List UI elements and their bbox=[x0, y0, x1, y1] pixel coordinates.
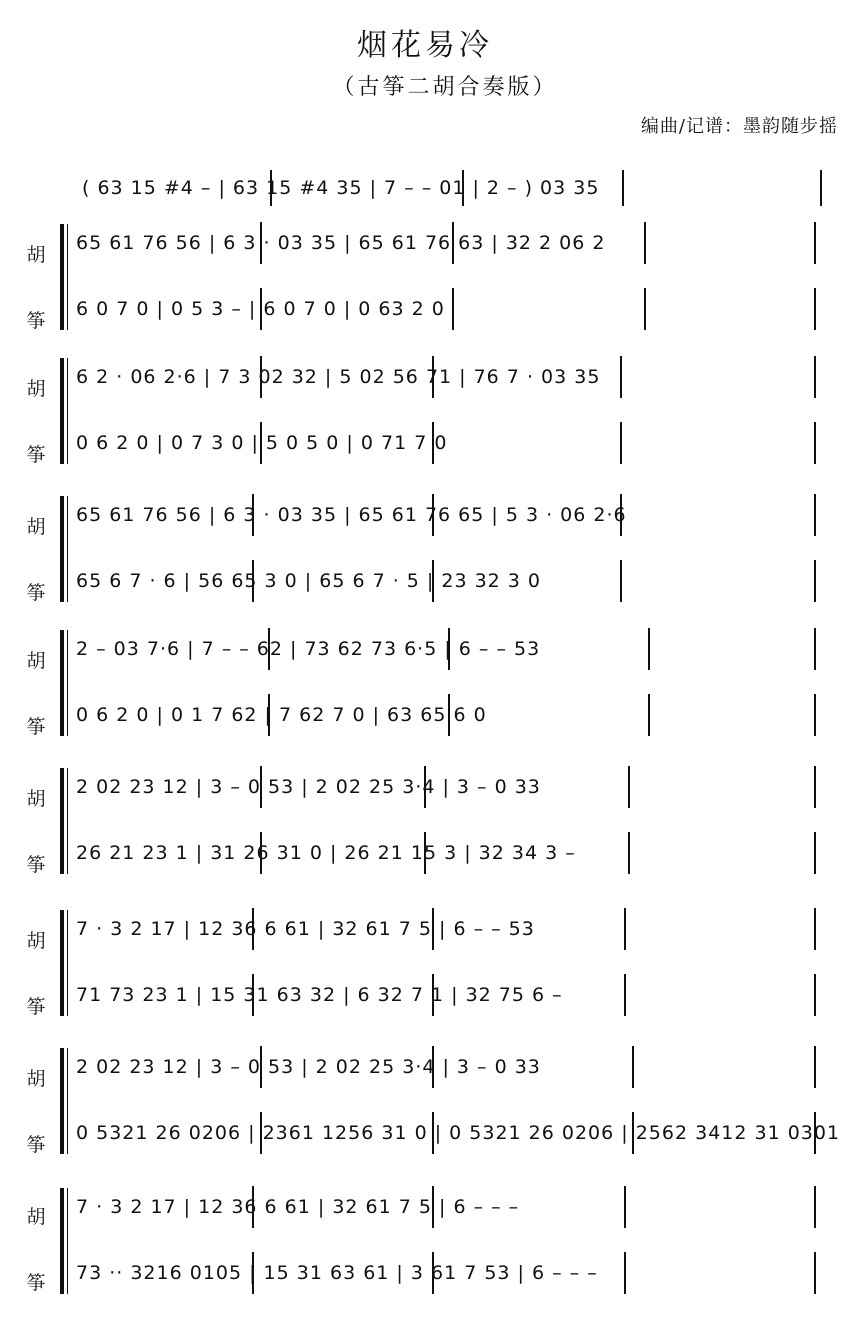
barline bbox=[260, 832, 262, 874]
zheng-notes: 65 6 7 · 6 | 56 65 3 0 | 65 6 7 · 5 | 23 32 3 0 bbox=[76, 570, 542, 592]
system-bracket-line bbox=[67, 630, 68, 736]
system-bracket-line bbox=[67, 910, 68, 1016]
erhu-staff bbox=[76, 356, 816, 398]
system-bracket-line bbox=[67, 1188, 68, 1294]
barline bbox=[424, 766, 426, 808]
zheng-notes: 26 21 23 1 | 31 26 31 0 | 26 21 15 3 | 32 34 3 – bbox=[76, 842, 576, 864]
zheng-label: 筝 bbox=[26, 310, 46, 332]
erhu-label: 胡 bbox=[26, 930, 46, 952]
barline bbox=[814, 222, 816, 264]
barline bbox=[252, 974, 254, 1016]
barline bbox=[814, 288, 816, 330]
erhu-staff bbox=[76, 1186, 816, 1228]
erhu-notes: 6 2 · 06 2·6 | 7 3 02 32 | 5 02 56 71 | 76 7 · 03 35 bbox=[76, 366, 601, 388]
erhu-notes: 65 61 76 56 | 6 3 · 03 35 | 65 61 76 63 | 32 2 06 2 bbox=[76, 232, 606, 254]
barline bbox=[814, 908, 816, 950]
zheng-staff bbox=[76, 422, 816, 464]
system-bracket bbox=[60, 768, 64, 874]
zheng-label: 筝 bbox=[26, 444, 46, 466]
zheng-notes: 0 5321 26 0206 | 2361 1256 31 0 | 0 5321 26 0206 | 2562 3412 31 0301 bbox=[76, 1122, 841, 1144]
system-bracket-line bbox=[67, 224, 68, 330]
zheng-label: 筝 bbox=[26, 716, 46, 738]
barline bbox=[814, 628, 816, 670]
barline bbox=[814, 974, 816, 1016]
system-bracket bbox=[60, 630, 64, 736]
barline bbox=[432, 974, 434, 1016]
score-system bbox=[0, 1036, 850, 1156]
barline bbox=[814, 1046, 816, 1088]
barline bbox=[268, 628, 270, 670]
erhu-staff bbox=[76, 494, 816, 536]
score-title: 烟花易冷 bbox=[357, 28, 493, 63]
erhu-label: 胡 bbox=[26, 650, 46, 672]
erhu-staff bbox=[76, 766, 816, 808]
score-system bbox=[0, 1176, 850, 1300]
barline bbox=[252, 1252, 254, 1294]
system-bracket bbox=[60, 1048, 64, 1154]
barline bbox=[462, 170, 464, 206]
barline bbox=[432, 908, 434, 950]
barline bbox=[814, 494, 816, 536]
erhu-label: 胡 bbox=[26, 1206, 46, 1228]
barline bbox=[648, 694, 650, 736]
system-bracket-line bbox=[67, 1048, 68, 1154]
barline bbox=[432, 494, 434, 536]
barline bbox=[432, 1112, 434, 1154]
zheng-label: 筝 bbox=[26, 996, 46, 1018]
barline bbox=[648, 628, 650, 670]
zheng-notes: 73 ·· 3216 0105 | 15 31 63 61 | 3 61 7 53 | 6 – – – bbox=[76, 1262, 598, 1284]
erhu-notes: 7 · 3 2 17 | 12 36 6 61 | 32 61 7 5 | 6 – – 53 bbox=[76, 918, 535, 940]
erhu-label: 胡 bbox=[26, 516, 46, 538]
score-system bbox=[0, 756, 850, 876]
barline bbox=[814, 1252, 816, 1294]
barline bbox=[432, 1252, 434, 1294]
barline bbox=[432, 356, 434, 398]
barline bbox=[624, 1252, 626, 1294]
barline bbox=[270, 170, 272, 206]
zheng-staff bbox=[76, 694, 816, 736]
barline bbox=[448, 694, 450, 736]
barline bbox=[814, 560, 816, 602]
zheng-label: 筝 bbox=[26, 582, 46, 604]
zheng-staff bbox=[76, 560, 816, 602]
barline bbox=[620, 560, 622, 602]
barline bbox=[814, 422, 816, 464]
barline bbox=[424, 832, 426, 874]
zheng-label: 筝 bbox=[26, 1134, 46, 1156]
barline bbox=[820, 170, 822, 206]
barline bbox=[452, 222, 454, 264]
erhu-label: 胡 bbox=[26, 378, 46, 400]
barline bbox=[644, 222, 646, 264]
intro-line bbox=[82, 170, 822, 206]
barline bbox=[814, 1186, 816, 1228]
intro-notes: ( 63 15 #4 – | 63 15 #4 35 | 7 – – 01 | 2 – ) 03 35 bbox=[82, 177, 600, 199]
barline bbox=[814, 832, 816, 874]
system-bracket bbox=[60, 358, 64, 464]
barline bbox=[448, 628, 450, 670]
zheng-notes: 71 73 23 1 | 15 31 63 32 | 6 32 7 1 | 32 75 6 – bbox=[76, 984, 563, 1006]
erhu-label: 胡 bbox=[26, 1068, 46, 1090]
zheng-notes: 0 6 2 0 | 0 1 7 62 | 7 62 7 0 | 63 65 6 0 bbox=[76, 704, 487, 726]
barline bbox=[628, 766, 630, 808]
erhu-notes: 2 – 03 7·6 | 7 – – 62 | 73 62 73 6·5 | 6 – – 53 bbox=[76, 638, 541, 660]
score-system bbox=[0, 618, 850, 738]
zheng-staff bbox=[76, 832, 816, 874]
barline bbox=[432, 1046, 434, 1088]
system-bracket-line bbox=[67, 768, 68, 874]
score-system bbox=[0, 898, 850, 1018]
arranger-credit: 编曲/记谱：墨韵随步摇 bbox=[640, 116, 838, 137]
barline bbox=[620, 494, 622, 536]
barline bbox=[624, 908, 626, 950]
erhu-notes: 2 02 23 12 | 3 – 0 53 | 2 02 25 3·4 | 3 – 0 33 bbox=[76, 1056, 541, 1078]
zheng-notes: 6 0 7 0 | 0 5 3 – | 6 0 7 0 | 0 63 2 0 bbox=[76, 298, 445, 320]
score-subtitle: （古筝二胡合奏版） bbox=[332, 75, 558, 100]
barline bbox=[252, 1186, 254, 1228]
barline bbox=[632, 1112, 634, 1154]
erhu-notes: 7 · 3 2 17 | 12 36 6 61 | 32 61 7 5 | 6 – – – bbox=[76, 1196, 520, 1218]
barline bbox=[432, 422, 434, 464]
zheng-staff bbox=[76, 288, 816, 330]
zheng-staff bbox=[76, 974, 816, 1016]
zheng-label: 筝 bbox=[26, 854, 46, 876]
erhu-notes: 2 02 23 12 | 3 – 0 53 | 2 02 25 3·4 | 3 – 0 33 bbox=[76, 776, 541, 798]
system-bracket-line bbox=[67, 496, 68, 602]
barline bbox=[260, 766, 262, 808]
score-system bbox=[0, 346, 850, 466]
system-bracket bbox=[60, 910, 64, 1016]
zheng-label: 筝 bbox=[26, 1272, 46, 1294]
zheng-staff bbox=[76, 1112, 841, 1154]
barline bbox=[268, 694, 270, 736]
barline bbox=[624, 1186, 626, 1228]
barline bbox=[814, 694, 816, 736]
barline bbox=[432, 560, 434, 602]
barline bbox=[624, 974, 626, 1016]
barline bbox=[814, 1112, 816, 1154]
erhu-staff bbox=[76, 1046, 816, 1088]
barline bbox=[644, 288, 646, 330]
barline bbox=[622, 170, 624, 206]
barline bbox=[628, 832, 630, 874]
erhu-staff bbox=[76, 222, 816, 264]
barline bbox=[814, 766, 816, 808]
system-bracket bbox=[60, 1188, 64, 1294]
barline bbox=[260, 288, 262, 330]
barline bbox=[814, 356, 816, 398]
score-system bbox=[0, 484, 850, 604]
system-bracket-line bbox=[67, 358, 68, 464]
barline bbox=[432, 1186, 434, 1228]
erhu-label: 胡 bbox=[26, 788, 46, 810]
system-bracket bbox=[60, 496, 64, 602]
erhu-label: 胡 bbox=[26, 244, 46, 266]
zheng-staff bbox=[76, 1252, 816, 1294]
barline bbox=[452, 288, 454, 330]
erhu-staff bbox=[76, 628, 816, 670]
barline bbox=[260, 1046, 262, 1088]
erhu-staff bbox=[76, 908, 816, 950]
barline bbox=[260, 1112, 262, 1154]
barline bbox=[252, 908, 254, 950]
barline bbox=[260, 422, 262, 464]
score-system bbox=[0, 212, 850, 332]
barline bbox=[252, 560, 254, 602]
barline bbox=[620, 356, 622, 398]
zheng-notes: 0 6 2 0 | 0 7 3 0 | 5 0 5 0 | 0 71 7 0 bbox=[76, 432, 448, 454]
barline bbox=[260, 222, 262, 264]
erhu-notes: 65 61 76 56 | 6 3 · 03 35 | 65 61 76 65 | 5 3 · 06 2·6 bbox=[76, 504, 627, 526]
barline bbox=[260, 356, 262, 398]
barline bbox=[620, 422, 622, 464]
barline bbox=[632, 1046, 634, 1088]
system-bracket bbox=[60, 224, 64, 330]
barline bbox=[252, 494, 254, 536]
